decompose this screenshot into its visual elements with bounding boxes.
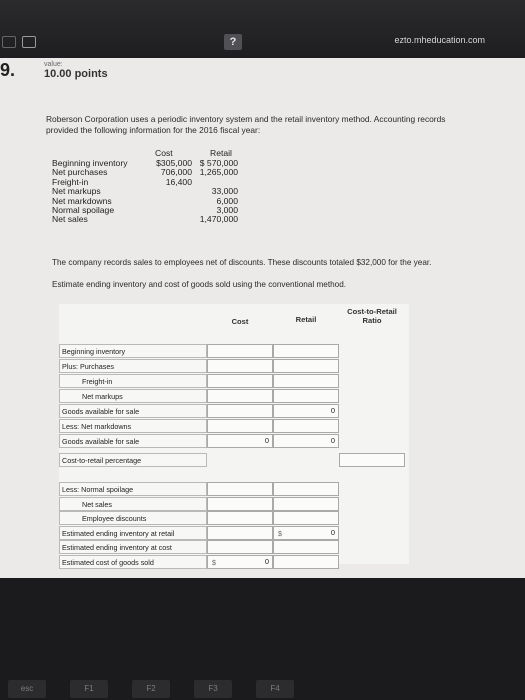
given-label: Net purchases [52,167,108,178]
retail-input[interactable] [273,497,339,511]
column-header-retail: Retail [295,315,317,324]
row-label-box[interactable] [59,511,207,525]
row-label: Goods available for sale [62,407,140,416]
ratio-row [59,453,409,467]
cost-value: 0 [264,436,269,445]
retail-input[interactable] [273,482,339,496]
keyboard-key: F3 [194,680,232,698]
cost-input[interactable] [207,344,273,358]
keyboard-key: F4 [256,680,294,698]
given-header-retail: Retail [210,148,232,158]
worksheet-row [59,344,409,358]
given-retail: 3,000 [216,205,238,215]
row-label: Cost-to-retail percentage [62,456,142,465]
instruction-text: Estimate ending inventory and cost of goods sold using the conventional method. [52,280,347,289]
cost-input[interactable] [207,434,273,448]
given-cost: $305,000 [156,158,192,168]
retail-input[interactable] [273,374,339,388]
row-label-box[interactable] [59,540,207,554]
row-label-box[interactable] [59,482,207,496]
given-label: Net sales [52,214,88,225]
row-label: Estimated cost of goods sold [62,557,154,567]
worksheet-row [59,497,409,511]
worksheet-row [59,511,409,525]
worksheet-row [59,434,409,448]
question-number: 9. [0,60,16,80]
row-label-box[interactable] [59,526,207,540]
worksheet-row [59,540,409,554]
back-icon[interactable] [2,36,16,48]
retail-input[interactable] [273,555,339,569]
url-bar[interactable]: ezto.mheducation.com [394,35,485,45]
retail-input[interactable] [273,359,339,373]
row-label: Less: Net markdowns [62,422,132,431]
row-label: Employee discounts [82,514,147,523]
row-label: Less: Normal spoilage [62,485,134,494]
keyboard-row [0,680,525,700]
cost-input[interactable] [207,526,273,540]
question-page [0,58,525,578]
row-label: Net sales [82,499,112,509]
given-retail: 33,000 [211,186,238,197]
points-value: 10.00 points [44,68,108,80]
keyboard-key: F1 [70,680,108,698]
dollar-sign: $ [212,559,216,567]
retail-input[interactable] [273,526,339,540]
worksheet-row [59,404,409,418]
retail-input[interactable] [273,434,339,448]
given-label: Normal spoilage [52,205,115,215]
retail-input[interactable] [273,389,339,403]
cost-input[interactable] [207,555,273,569]
row-label-box[interactable] [59,434,207,448]
cost-input[interactable] [207,374,273,388]
sidebar-icon[interactable] [22,36,36,48]
row-label: Beginning inventory [62,347,126,356]
question-intro: Roberson Corporation uses a periodic inventory system and the retail inventory method. Accounting records provided the following information for the 2016 fiscal year: [46,114,446,135]
worksheet-row [59,526,409,540]
value-label: value: [44,61,63,68]
worksheet-row [59,374,409,388]
retail-value: 0 [330,527,335,537]
row-label: Goods available for sale [62,437,140,446]
retail-method-worksheet [59,304,409,567]
retail-input[interactable] [273,540,339,554]
cost-input[interactable] [207,389,273,403]
given-retail: 6,000 [216,195,238,206]
retail-input[interactable] [273,344,339,358]
row-label: Estimated ending inventory at cost [62,543,172,552]
ratio-input[interactable] [339,453,405,467]
column-header-ratio: Cost-to-Retail Ratio [347,307,397,325]
row-label-box[interactable] [59,497,207,511]
given-retail: $ 570,000 [199,158,238,168]
cost-input[interactable] [207,540,273,554]
keyboard-key: esc [8,680,46,698]
worksheet-row [59,555,409,569]
worksheet-row [59,482,409,496]
row-label-box[interactable] [59,453,207,467]
given-cost: 16,400 [165,176,192,187]
row-label-box[interactable] [59,404,207,418]
row-label: Freight-in [82,377,113,386]
dollar-sign: $ [278,530,282,538]
retail-input[interactable] [273,511,339,525]
given-label: Beginning inventory [52,158,128,168]
help-icon[interactable]: ? [224,34,242,50]
row-label-box[interactable] [59,419,207,433]
given-retail: 1,265,000 [199,167,238,178]
cost-input[interactable] [207,497,273,511]
cost-value: 0 [264,556,269,566]
given-cost: 706,000 [160,167,192,178]
retail-input[interactable] [273,404,339,418]
worksheet-row [59,389,409,403]
worksheet-row [59,419,409,433]
keyboard-key: F2 [132,680,170,698]
given-header-cost: Cost [155,148,173,158]
cost-input[interactable] [207,359,273,373]
column-header-cost: Cost [231,317,249,326]
given-label: Freight-in [52,176,89,187]
row-label-box[interactable] [59,344,207,358]
row-label-box[interactable] [59,389,207,403]
cost-input[interactable] [207,404,273,418]
retail-value: 0 [330,436,335,445]
retail-input[interactable] [273,419,339,433]
row-label-box[interactable] [59,359,207,373]
discount-note: The company records sales to employees net of discounts. These discounts totaled $32,000 for the year. [52,258,432,267]
row-label: Net markups [82,392,123,401]
given-label: Net markdowns [52,195,112,206]
worksheet-row [59,359,409,373]
retail-value: 0 [330,406,335,415]
given-retail: 1,470,000 [199,214,238,225]
cost-input[interactable] [207,482,273,496]
row-label-box[interactable] [59,555,207,569]
row-label-box[interactable] [59,374,207,388]
cost-input[interactable] [207,511,273,525]
row-label: Estimated ending inventory at retail [62,528,175,538]
row-label: Plus: Purchases [62,362,114,371]
given-label: Net markups [52,186,101,197]
browser-toolbar [0,0,525,58]
cost-input[interactable] [207,419,273,433]
